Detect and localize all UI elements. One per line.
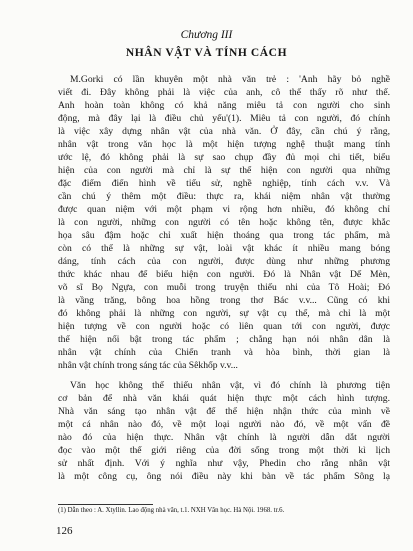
text-line: Nhà văn sáng tạo nhân vật để thể hiện nhận thức của mình về (58, 406, 390, 417)
text-line: Anh hoàn toàn không có khả năng miêu tả con người cho sinh (58, 100, 390, 111)
page-number: 126 (56, 525, 73, 537)
text-line: nhân vật chính của Chiến tranh và hòa bình, thời gian là (58, 347, 390, 358)
text-line: cần chú ý thêm một điều: thực ra, khái niệm nhân vật thường (58, 191, 390, 202)
footnote: (1) Dẫn theo : A. Xtyllin. Lao động nhà văn, t.1. NXH Văn học. Hà Nội. 1968. tr.6. (58, 507, 285, 514)
text-line: là vầng trăng, bông hoa hồng trong thơ Bác v.v... Cũng có khi (58, 295, 390, 306)
text-line: viết đi. Đây không phải là việc của anh, cô thế thấy rõ như thế. (58, 87, 390, 98)
text-line: còn có thể là những sự vật, loài vật khác ít nhiều mang bóng (58, 243, 390, 254)
text-line: ước lệ, đó không phải là sự sao chụp đầy đủ mọi chi tiết, biểu (58, 152, 390, 163)
text-line: đặc điểm điển hình về tiểu sử, nghề nghiệp, tính cách v.v. Và (58, 178, 390, 189)
text-line: đọc vào một thế giới riêng của đời sống trong một thời kì lịch (58, 445, 390, 456)
text-line: đó không phải là những con người, sự vật cụ thể, mà chỉ là một (58, 308, 390, 319)
text-line: một cá nhân nào đó, về một loại người nào đó, về một vấn đề (58, 419, 390, 430)
text-line: M.Gorki có lần khuyên một nhà văn trẻ : 'Anh hãy bỏ nghề (70, 74, 390, 85)
text-line: được quan niệm với một phạm vi rộng hơn nhiều, đó không chỉ (58, 204, 390, 215)
text-line: nhân vật chính trong sáng tác của Sêkhốp v.v... (58, 360, 238, 371)
text-line: hiện tượng về con người hoặc có liên quan tới con người, được (58, 321, 390, 332)
text-line: nhân vật trong văn học là một hiện tượng nghệ thuật mang tính (58, 139, 390, 150)
text-line: thể hiện nổi bật trong tác phẩm ; chẳng hạn nói nhân dân là (58, 334, 390, 345)
text-line: sử nhất định. Với ý nghĩa như vậy, Phedin cho rằng nhân vật (58, 458, 390, 469)
text-line: thức khác nhau để biểu hiện con người. Đó là Nhân vật Dế Mèn, (58, 269, 390, 280)
text-line: họa sâu đậm hoặc chỉ xuất hiện thoáng qua trong tác phẩm, mà (58, 230, 390, 241)
text-line: động, mà đây lại là điều chủ yếu'(1). Miêu tả con người, đó chính (58, 113, 390, 124)
text-line: là việc xây dựng nhân vật của nhà văn. Ở đây, cần chú ý rằng, (58, 126, 390, 137)
chapter-label: Chương III (180, 29, 233, 41)
text-line: hiện của con người mà chỉ là sự thể hiện con người qua những (58, 165, 390, 176)
text-line: là một công cụ, ông nói điều này khi bàn về tác phẩm Sông lạ (58, 471, 390, 482)
footnote-divider (58, 504, 153, 505)
text-line: võ sĩ Bọ Ngựa, con muỗi trong truyện thiếu nhi của Tô Hoài; Đó (58, 282, 390, 293)
text-line: cơ bản để nhà văn khái quát hiện thực một cách hình tượng. (58, 393, 390, 404)
chapter-title: NHÂN VẬT VÀ TÍNH CÁCH (125, 47, 288, 59)
text-line: Văn học không thể thiếu nhân vật, vì đó chính là phương tiện (70, 380, 390, 391)
text-line: dáng, tính cách của con người, được dùng như những phương (58, 256, 390, 267)
text-line: nào đó của hiện thực. Nhân vật chính là người dẫn dắt người (58, 432, 390, 443)
text-line: là con người, những con người có tên hoặc không tên, được khắc (58, 217, 390, 228)
